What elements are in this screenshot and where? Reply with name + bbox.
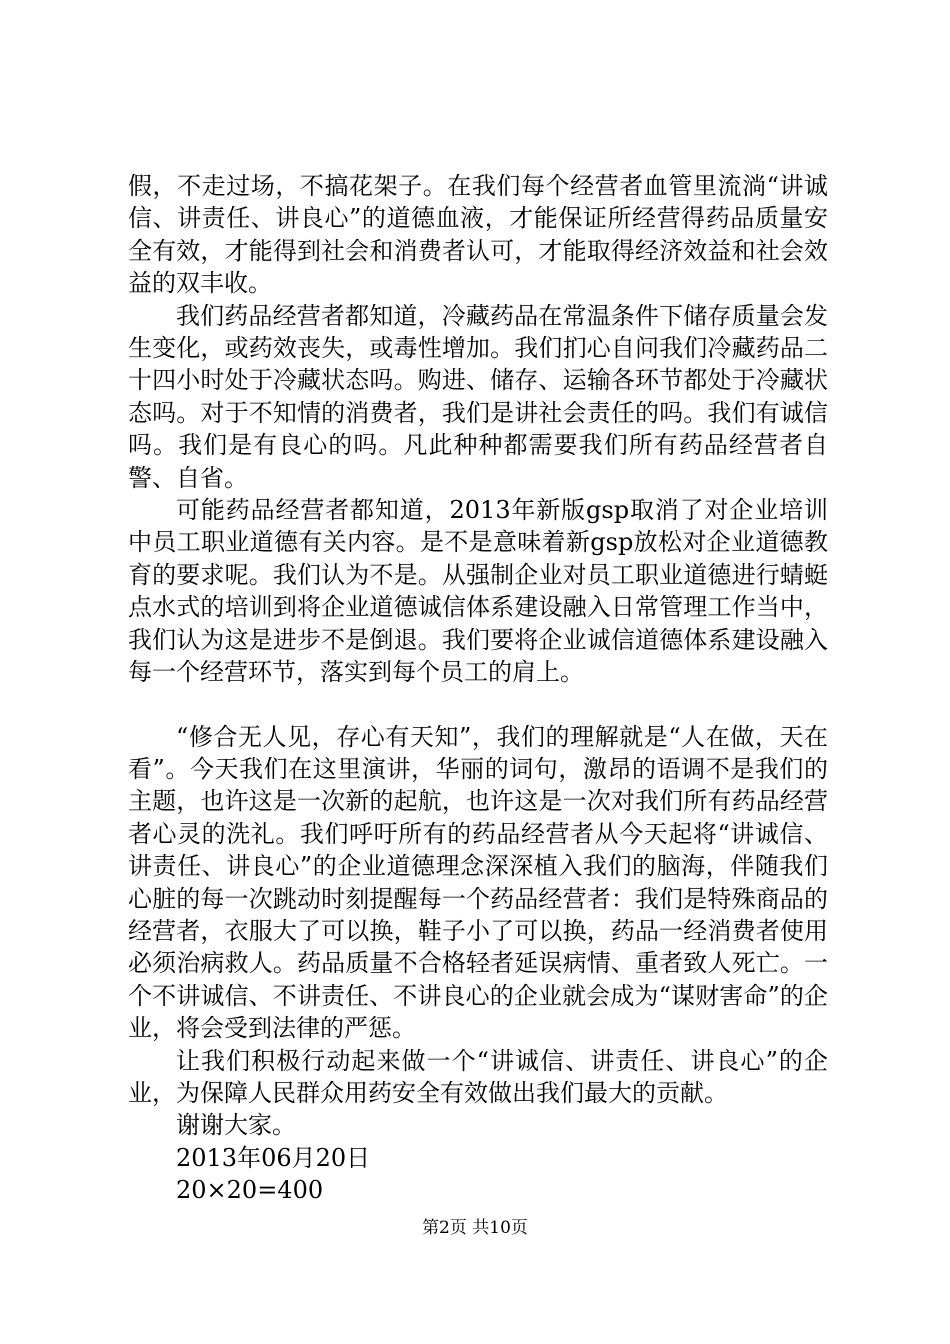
paragraph-2: 我们药品经营者都知道，冷藏药品在常温条件下储存质量会发生变化，或药效丧失，或毒性增加。我们扪心自问我们冷藏药品二十四小时处于冷藏状态吗。购进、储存、运输各环节都处于冷藏状态吗。对于不知情的消费者，我们是讲社会责任的吗。我们有诚信吗。我们是有良心的吗。凡此种种都需要我们所有药品经营者自警、自省。 bbox=[128, 301, 828, 492]
word-count: 20×20=400 bbox=[176, 1176, 324, 1205]
closing-date: 2013年06月20日 bbox=[176, 1143, 371, 1172]
closing-thanks: 谢谢大家。 bbox=[176, 1111, 296, 1140]
paragraph-3: 可能药品经营者都知道，2013年新版gsp取消了对企业培训中员工职业道德有关内容。是不是意味着新gsp放松对企业道德教育的要求呢。我们认为不是。从强制企业对员工职业道德进行蜻蜓点水式的培训到将企业道德诚信体系建设融入日常管理工作当中，我们认为这是进步不是倒退。我们要将企业诚信道德体系建设融入每一个经营环节，落实到每个员工的肩上。 bbox=[128, 496, 828, 687]
paragraph-4: “修合无人见，存心有天知”，我们的理解就是“人在做，天在看”。今天我们在这里演讲，华丽的词句，激昂的语调不是我们的主题，也许这是一次新的起航，也许这是一次对我们所有药品经营者心灵的洗礼。我们呼吁所有的药品经营者从今天起将“讲诚信、讲责任、讲良心”的企业道德理念深深植入我们的脑海，伴随我们心脏的每一次跳动时刻提醒每一个药品经营者：我们是特殊商品的经营者，衣服大了可以换，鞋子小了可以换，药品一经消费者使用必须治病救人。药品质量不合格轻者延误病情、重者致人死亡。一个不讲诚信、不讲责任、不讲良心的企业就会成为“谋财害命”的企业，将会受到法律的严惩。 bbox=[128, 722, 828, 1043]
page-footer: 第2页 共10页 bbox=[422, 1218, 528, 1238]
paragraph-1: 假，不走过场，不搞花架子。在我们每个经营者血管里流淌“讲诚信、讲责任、讲良心”的道德血液，才能保证所经营得药品质量安全有效，才能得到社会和消费者认可，才能取得经济效益和社会效益的双丰收。 bbox=[128, 172, 828, 298]
paragraph-5: 让我们积极行动起来做一个“讲诚信、讲责任、讲良心”的企业，为保障人民群众用药安全有效做出我们最大的贡献。 bbox=[128, 1046, 828, 1107]
document-body bbox=[128, 170, 828, 1207]
paragraph-gap bbox=[128, 689, 828, 721]
